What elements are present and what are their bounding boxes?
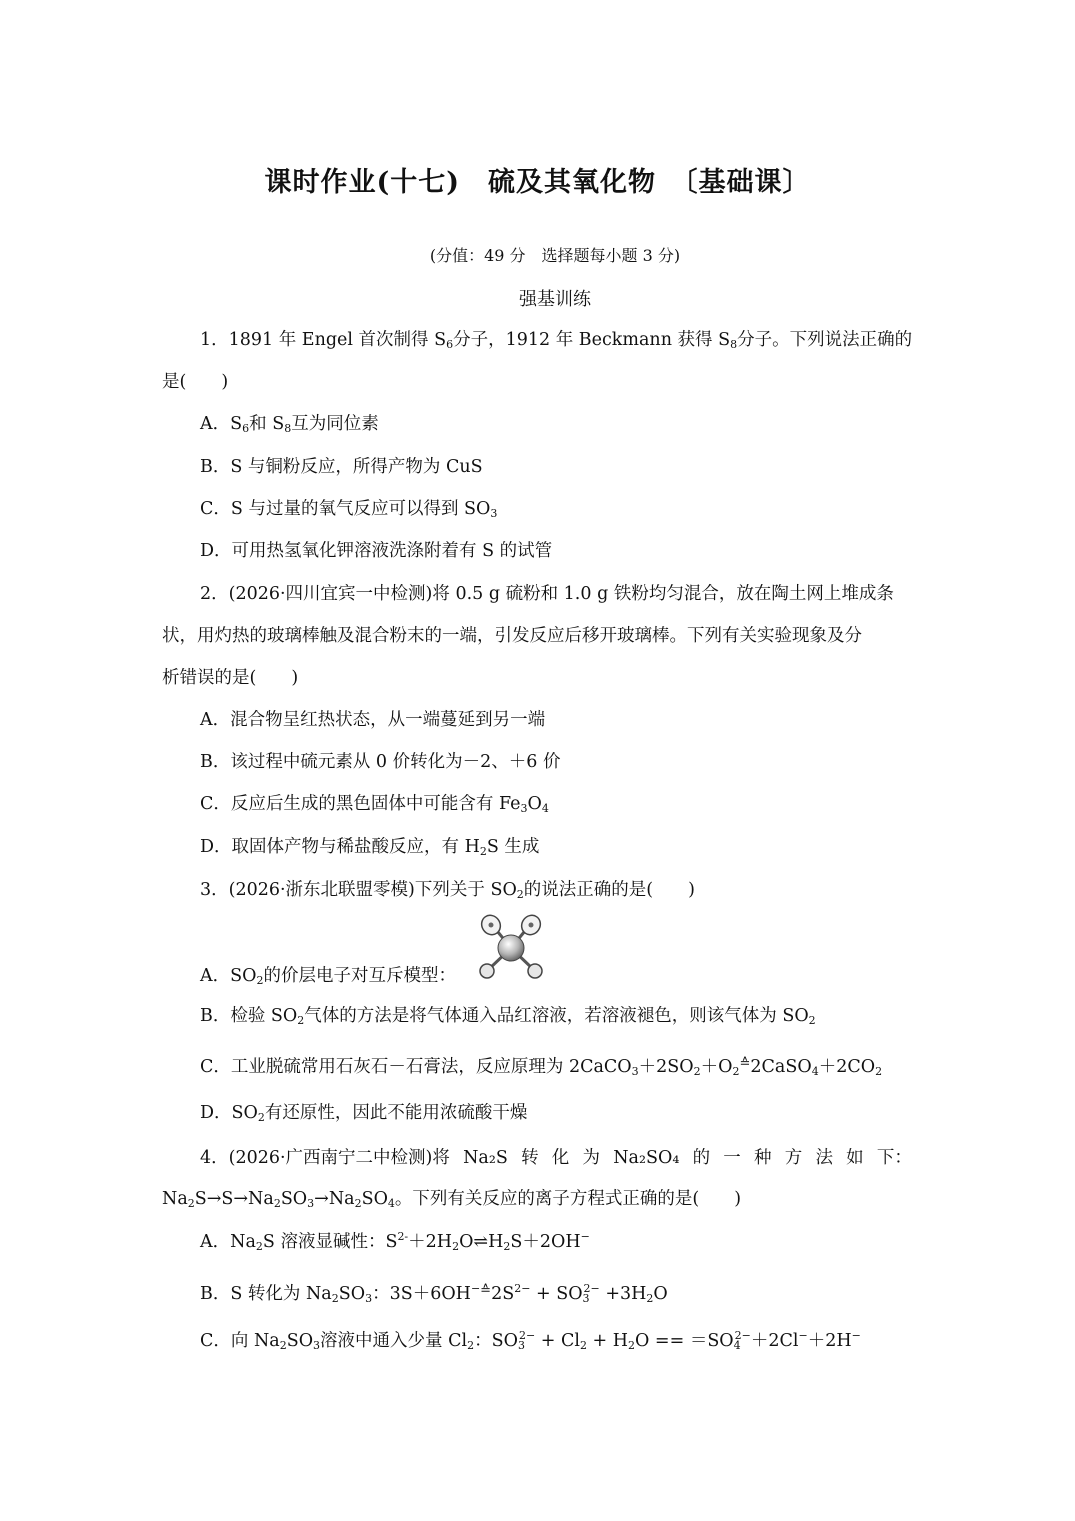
question-2-stem-cont: 状，用灼热的玻璃棒触及混合粉末的一端，引发反应后移开玻璃棒。下列有关实验现象及分: [162, 626, 862, 646]
question-4-stem: 4．(2026·广西南宁二中检测)将 Na₂S 转 化 为 Na₂SO₄ 的 一 种 方 法 如 下：: [200, 1148, 912, 1168]
question-1-option-d: D．可用热氢氧化钾溶液洗涤附着有 S 的试管: [200, 541, 553, 561]
question-1-stem-cont: 是( ): [162, 372, 229, 392]
question-2-option-c: C．反应后生成的黑色固体中可能含有 $Fe_3O_4$: [200, 794, 549, 815]
question-2-stem: 2．(2026·四川宜宾一中检测)将 0.5 g 硫粉和 1.0 g 铁粉均匀混合，放在陶土网上堆成条: [200, 584, 894, 604]
question-3-stem: 3．(2026·浙东北联盟零模)下列关于 $SO_2$的说法正确的是( ): [200, 880, 695, 901]
question-3-option-b: B．检验 $SO_2$气体的方法是将气体通入品红溶液，若溶液褪色，则该气体为 $SO_2$: [200, 1006, 816, 1027]
question-4-stem-cont: $Na_2S\to S\to Na_2SO_3\to Na_2SO_4$。下列有关反应的离子方程式正确的是( ): [162, 1189, 742, 1210]
question-4-option-b: B．S 转化为 $Na_2SO_3$：$3S+6OH^{-≙}2S^{2-} + SO_3^{2-} +3H_2O$: [200, 1282, 668, 1305]
question-2-option-a: A．混合物呈红热状态，从一端蔓延到另一端: [200, 710, 546, 730]
question-4-option-a: A．$Na_2S$ 溶液显碱性：$S^{2-}+2H_2O\rightleftharpoons H_2S+2OH^-$: [200, 1230, 590, 1253]
score-info: (分值：49 分 选择题每小题 3 分): [429, 246, 681, 265]
vsepr-model-image: [474, 914, 548, 982]
question-3-option-c: C．工业脱硫常用石灰石－石膏法，反应原理为 $2CaCO_3+2SO_2+O_2^≙2CaSO_4+2CO_2$: [200, 1056, 883, 1078]
question-3-option-d: D．$SO_2$有还原性，因此不能用浓硫酸干燥: [200, 1103, 528, 1124]
section-heading: 强基训练: [519, 289, 591, 310]
question-2-option-d: D．取固体产物与稀盐酸反应，有 $H_2S$ 生成: [200, 837, 540, 858]
question-1-option-b: B．S 与铜粉反应，所得产物为 CuS: [200, 457, 483, 477]
question-3-option-a: A．$SO_2$的价层电子对互斥模型：: [200, 966, 456, 987]
question-1-option-c: C．S 与过量的氧气反应可以得到 $SO_3$: [200, 499, 498, 520]
question-2-stem-end: 析错误的是( ): [162, 668, 299, 688]
question-2-option-b: B．该过程中硫元素从 0 价转化为－2、＋6 价: [200, 752, 561, 772]
question-4-option-c: C．向 $Na_2SO_3$溶液中通入少量 $Cl_2$：$SO_3^{2-} + Cl_2 + H_2O == =SO_4^{2-}+2Cl^-+2H^-$: [200, 1329, 861, 1352]
question-1-stem: 1．1891 年 Engel 首次制得 $S_6$分子，1912 年 Beckmann 获得 $S_8$分子。下列说法正确的: [200, 330, 913, 351]
page-title: 课时作业(十七) 硫及其氧化物 〔基础课〕: [264, 167, 811, 198]
question-1-option-a: A．$S_6$和 $S_8$互为同位素: [200, 414, 379, 435]
